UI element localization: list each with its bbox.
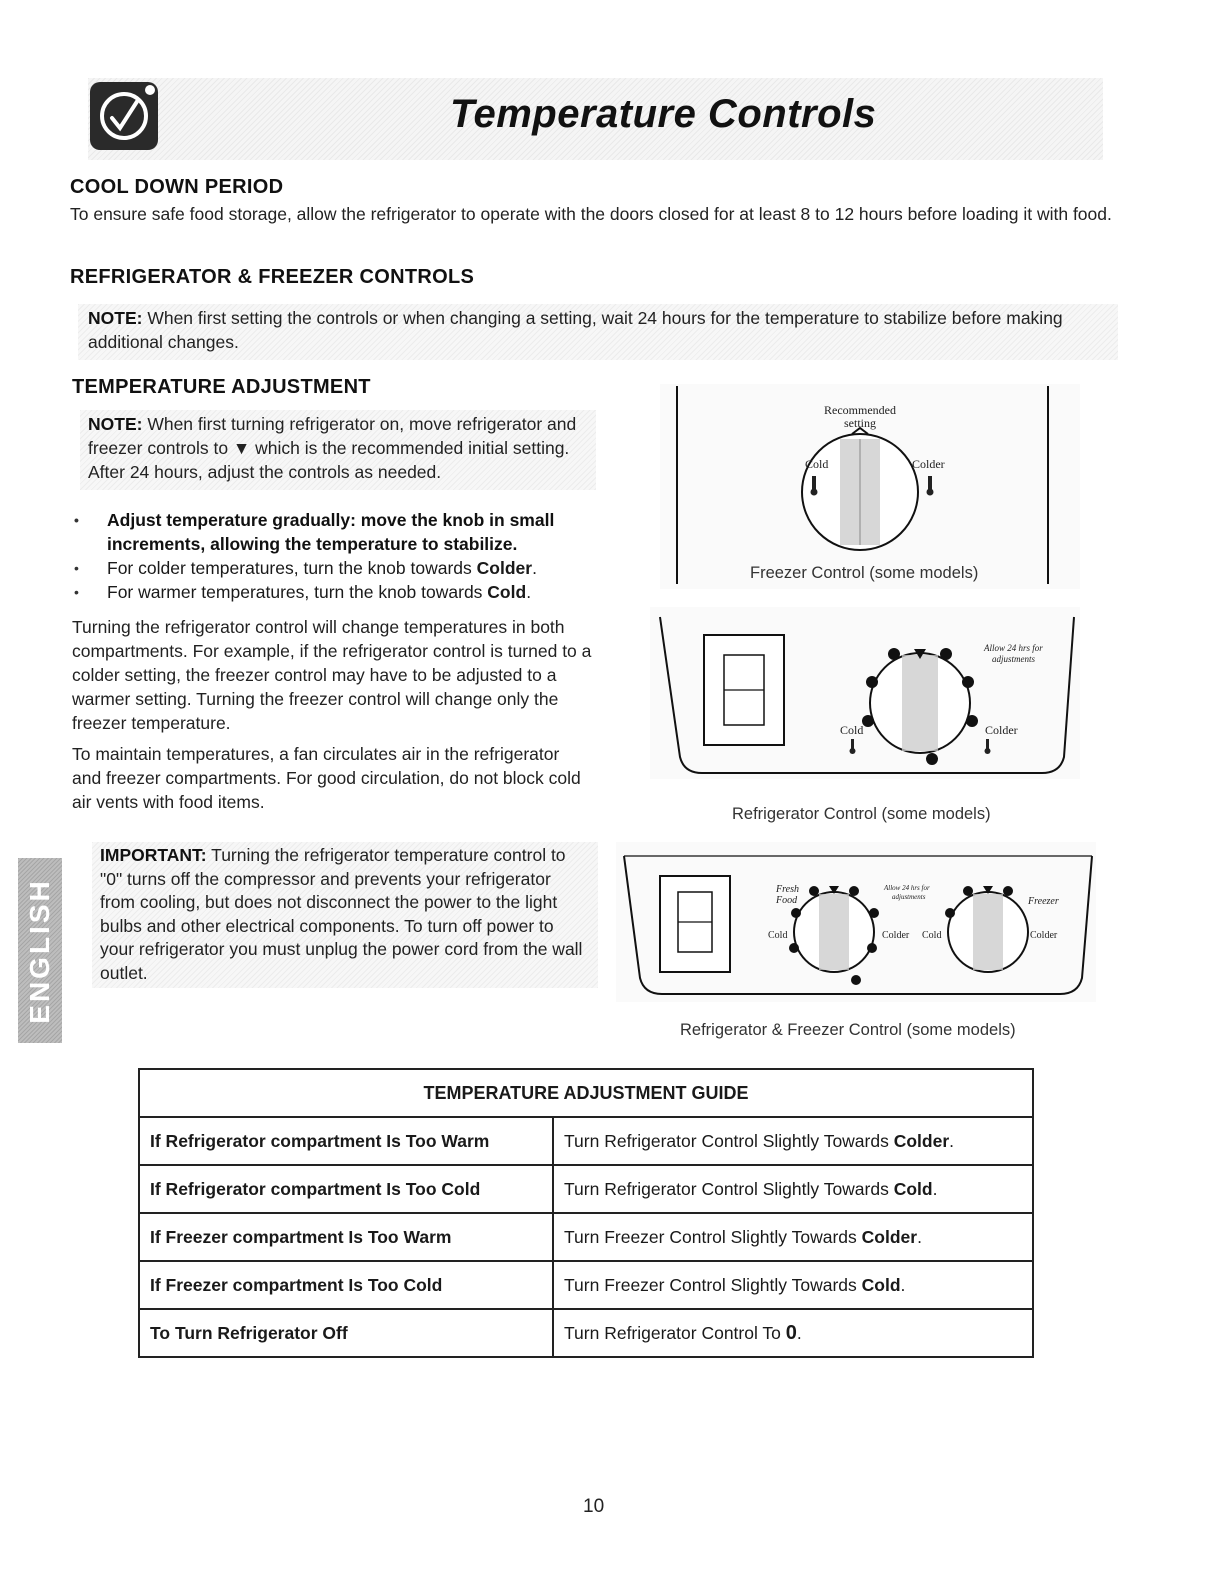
action-bold: Colder	[861, 1226, 918, 1247]
note-label: NOTE:	[88, 308, 143, 328]
adjustment-paragraph-2: To maintain temperatures, a fan circulates air in the refrigerator and freezer compartments. For good circulation, do not block cold air vents with food items.	[72, 744, 581, 812]
adjustment-guide-table	[138, 1068, 1034, 1358]
recommended-label: setting	[844, 416, 876, 430]
table-header-row	[139, 1069, 1033, 1117]
action-bold: Cold	[893, 1178, 933, 1199]
note-text: When first turning refrigerator on, move refrigerator and freezer controls to	[88, 414, 577, 458]
combo-control-caption: Refrigerator & Freezer Control (some models)	[680, 1021, 1016, 1039]
bullet-text: .	[532, 558, 537, 578]
allow-adjustments-label: Allow 24 hrs for	[984, 643, 1043, 653]
language-tab-label: ENGLISH	[24, 877, 55, 1024]
action-bold: Cold	[861, 1274, 901, 1295]
action-text: Turn Refrigerator Control Slightly Towards	[564, 1178, 894, 1199]
freezer-control-figure	[660, 384, 1080, 589]
combo-cold-label: Cold	[768, 930, 788, 941]
recommended-label: Recommended	[824, 403, 896, 417]
bullet-bold: Cold	[487, 582, 527, 602]
thermometer-dial-icon	[88, 78, 164, 154]
bullet-bold: Colder	[476, 558, 533, 578]
action-cell	[553, 1213, 1033, 1261]
action-cell	[553, 1261, 1033, 1309]
combo-colder-label: Colder	[882, 930, 910, 941]
freezer-label: Freezer	[1028, 896, 1059, 907]
action-text: Turn Freezer Control Slightly Towards	[564, 1274, 862, 1295]
important-label: IMPORTANT:	[100, 845, 207, 865]
freezer-colder-label: Colder	[912, 457, 945, 471]
action-text: .	[949, 1130, 955, 1151]
language-tab	[18, 858, 62, 1043]
controls-note	[78, 304, 1118, 360]
table-row	[139, 1213, 1033, 1261]
action-text: Turn Freezer Control Slightly Towards	[564, 1226, 862, 1247]
table-row	[139, 1261, 1033, 1309]
refrigerator-control-caption: Refrigerator Control (some models)	[732, 805, 991, 823]
allow-adjustments-label: adjustments	[992, 654, 1036, 664]
refrigerator-control-figure	[650, 607, 1080, 779]
action-text: .	[900, 1274, 906, 1295]
combo-freezer-colder-label: Colder	[1030, 930, 1058, 941]
bullet-text: For warmer temperatures, turn the knob towards	[107, 582, 488, 602]
recommended-setting-icon: ▼	[232, 438, 251, 458]
list-item	[72, 580, 592, 604]
action-bold: 0	[785, 1321, 797, 1344]
action-bold: Colder	[893, 1130, 950, 1151]
adjustment-paragraph-1: Turning the refrigerator control will change temperatures in both compartments. For example, if the refrigerator control is turned to a colder setting, the freezer control may have to be adjusted to a warmer setting. Turning the freezer control will change only the freezer temperature.	[72, 617, 592, 733]
cool-down-heading: COOL DOWN PERIOD	[70, 176, 284, 198]
allow-adjustments-label: Allow 24 hrs for	[884, 884, 930, 892]
freezer-cold-label: Cold	[805, 457, 829, 471]
note-label: NOTE:	[88, 414, 143, 434]
important-text: Turning the refrigerator temperature control to "0" turns off the compressor and prevents your refrigerator from cooling, but does not disconnect the power to the light bulbs and other electrical components. To turn off power to your refrigerator you must unplug the power cord from the wall outlet.	[100, 845, 583, 983]
fresh-food-label: Fresh	[776, 884, 799, 895]
combo-control-figure	[616, 842, 1096, 1002]
list-item	[72, 556, 592, 580]
action-text: .	[932, 1178, 938, 1199]
table-title: TEMPERATURE ADJUSTMENT GUIDE	[139, 1069, 1033, 1117]
action-text: .	[917, 1226, 922, 1247]
cool-down-text: To ensure safe food storage, allow the refrigerator to operate with the doors closed for at least 8 to 12 hours before loading it with food.	[70, 204, 1112, 224]
bullet-text: .	[526, 582, 532, 602]
controls-heading: REFRIGERATOR & FREEZER CONTROLS	[70, 266, 475, 288]
condition-cell: If Refrigerator compartment Is Too Warm	[139, 1117, 553, 1165]
combo-freezer-cold-label: Cold	[922, 930, 942, 941]
page-title: Temperature Controls	[450, 92, 877, 136]
action-cell	[553, 1165, 1033, 1213]
refrigerator-cold-label: Cold	[840, 723, 864, 737]
table-row	[139, 1309, 1033, 1357]
action-cell	[553, 1117, 1033, 1165]
table-row	[139, 1117, 1033, 1165]
note-text: which is the recommended initial setting. After 24 hours, adjust the controls as needed.	[88, 438, 570, 482]
adjustment-heading: TEMPERATURE ADJUSTMENT	[72, 376, 371, 398]
adjustment-bullets	[72, 508, 592, 604]
adjustment-note	[80, 410, 596, 490]
condition-cell: To Turn Refrigerator Off	[139, 1309, 553, 1357]
refrigerator-colder-label: Colder	[985, 723, 1018, 737]
condition-cell: If Refrigerator compartment Is Too Cold	[139, 1165, 553, 1213]
freezer-control-caption: Freezer Control (some models)	[750, 564, 979, 582]
page-number: 10	[583, 1496, 605, 1517]
important-note	[92, 842, 598, 988]
list-item: • Adjust temperature gradually: move the knob in small increments, allowing the temperature to stabilize.	[72, 508, 592, 556]
condition-cell: If Freezer compartment Is Too Cold	[139, 1261, 553, 1309]
fresh-food-label: Food	[776, 895, 798, 906]
bullet-text: For colder temperatures, turn the knob towards	[107, 558, 477, 578]
action-cell	[553, 1309, 1033, 1357]
action-text: .	[796, 1322, 802, 1343]
action-text: Turn Refrigerator Control Slightly Towards	[564, 1130, 894, 1151]
table-row	[139, 1165, 1033, 1213]
note-text: When first setting the controls or when changing a setting, wait 24 hours for the temperature to stabilize before making additional changes.	[88, 308, 1063, 352]
action-text: Turn Refrigerator Control To	[564, 1322, 786, 1343]
condition-cell: If Freezer compartment Is Too Warm	[139, 1213, 553, 1261]
allow-adjustments-label: adjustments	[892, 893, 926, 901]
